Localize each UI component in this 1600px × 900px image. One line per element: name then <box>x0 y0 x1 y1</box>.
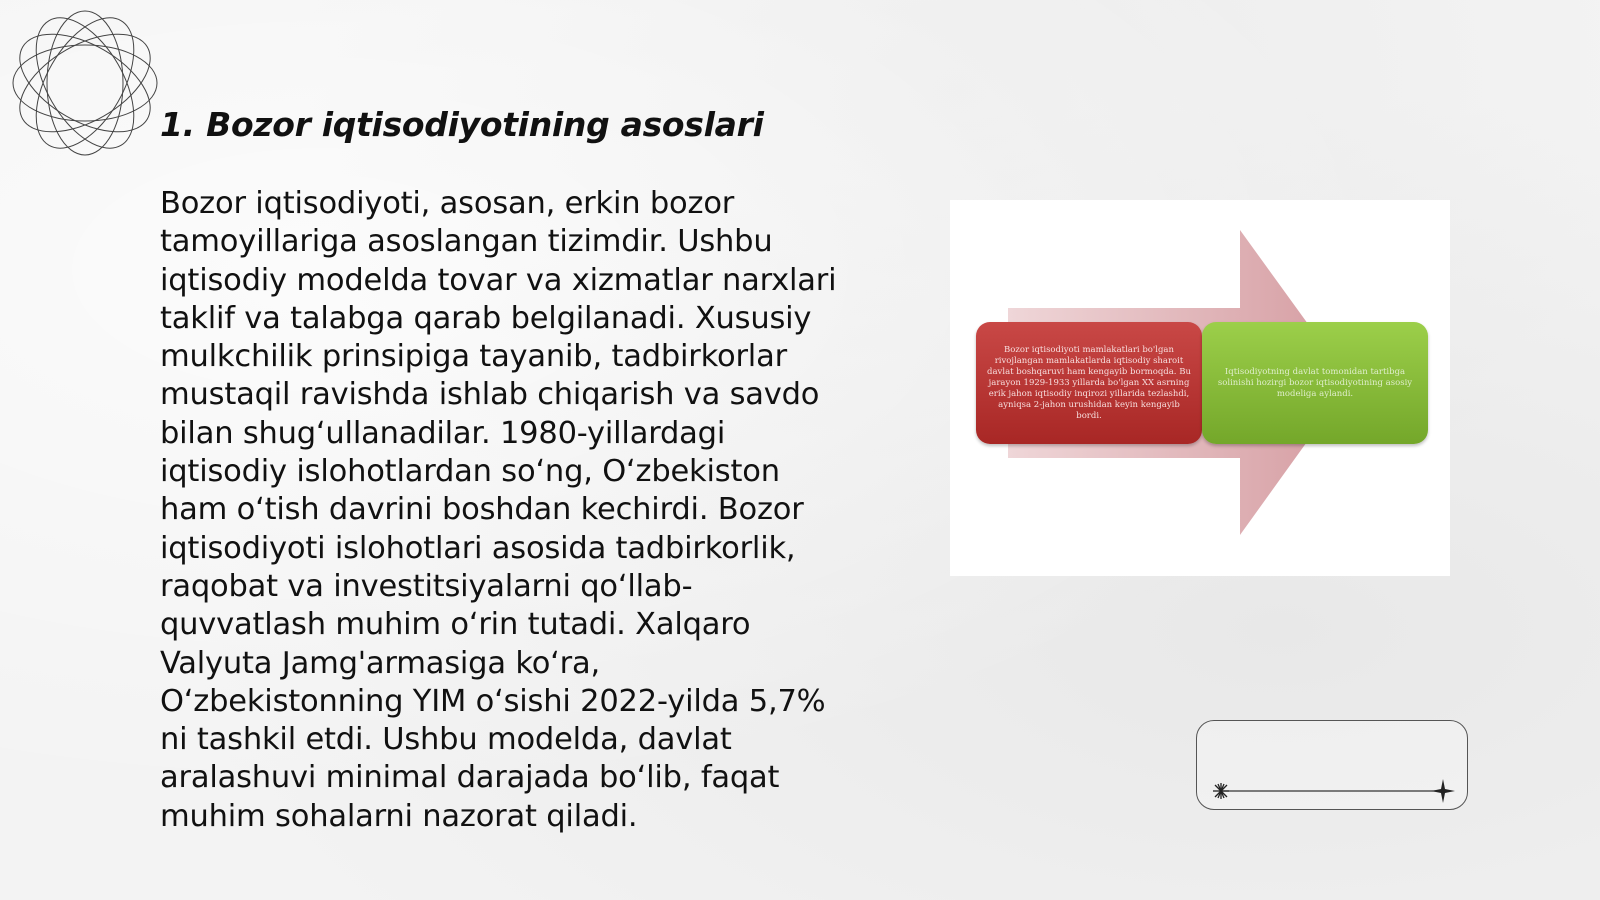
diagram-left-box: Bozor iqtisodiyoti mamlakatlari bo'lgan rivojlangan mamlakatlarda iqtisodiy sharoit davlat boshqaruvi ham kengayib bormoqda. Bu jarayon 1929-1933 yillarda bo'lgan XX asrning erik jahon iqtisodiy inqirozi yillarida tezlashdi, ayniqsa 2-jahon urushidan keyin kengayib bordi. <box>976 322 1202 444</box>
spirograph-logo-icon <box>10 8 160 158</box>
decorative-line-widget <box>1196 720 1468 810</box>
slide-body-text: Bozor iqtisodiyoti, asosan, erkin bozor tamoyillariga asoslangan tizimdir. Ushbu iqtisodiy modelda tovar va xizmatlar narxlari taklif va talabga qarab belgilanadi. Xususiy mulkchilik prinsipiga tayanib, tadbirkorlar mustaqil ravishda ishlab chiqarish va savdo bilan shug‘ullanadilar. 1980-yillardagi iqtisodiy islohotlardan so‘ng, O‘zbekiston ham o‘tish davrini boshdan kechirdi. Bozor iqtisodiyoti islohotlari asosida tadbirkorlik, raqobat va investitsiyalarni qo‘llab-quvvatlash muhim o‘rin tutadi. Xalqaro Valyuta Jamg'armasiga ko‘ra, O‘zbekistonning YIM o‘sishi 2022-yilda 5,7% ni tashkil etdi. Ushbu modelda, davlat aralashuvi minimal darajada bo‘lib, faqat muhim sohalarni nazorat qiladi. <box>160 186 837 834</box>
diagram-image <box>950 200 1450 576</box>
sparkle-icon <box>1213 783 1229 799</box>
four-point-star-icon <box>1431 779 1455 803</box>
slide-title: 1. Bozor iqtisodiyotining asoslari <box>160 105 764 144</box>
diagram-right-box: Iqtisodiyotning davlat tomonidan tartibga solinishi hozirgi bozor iqtisodiyotining asosiy modeliga aylandi. <box>1202 322 1428 444</box>
